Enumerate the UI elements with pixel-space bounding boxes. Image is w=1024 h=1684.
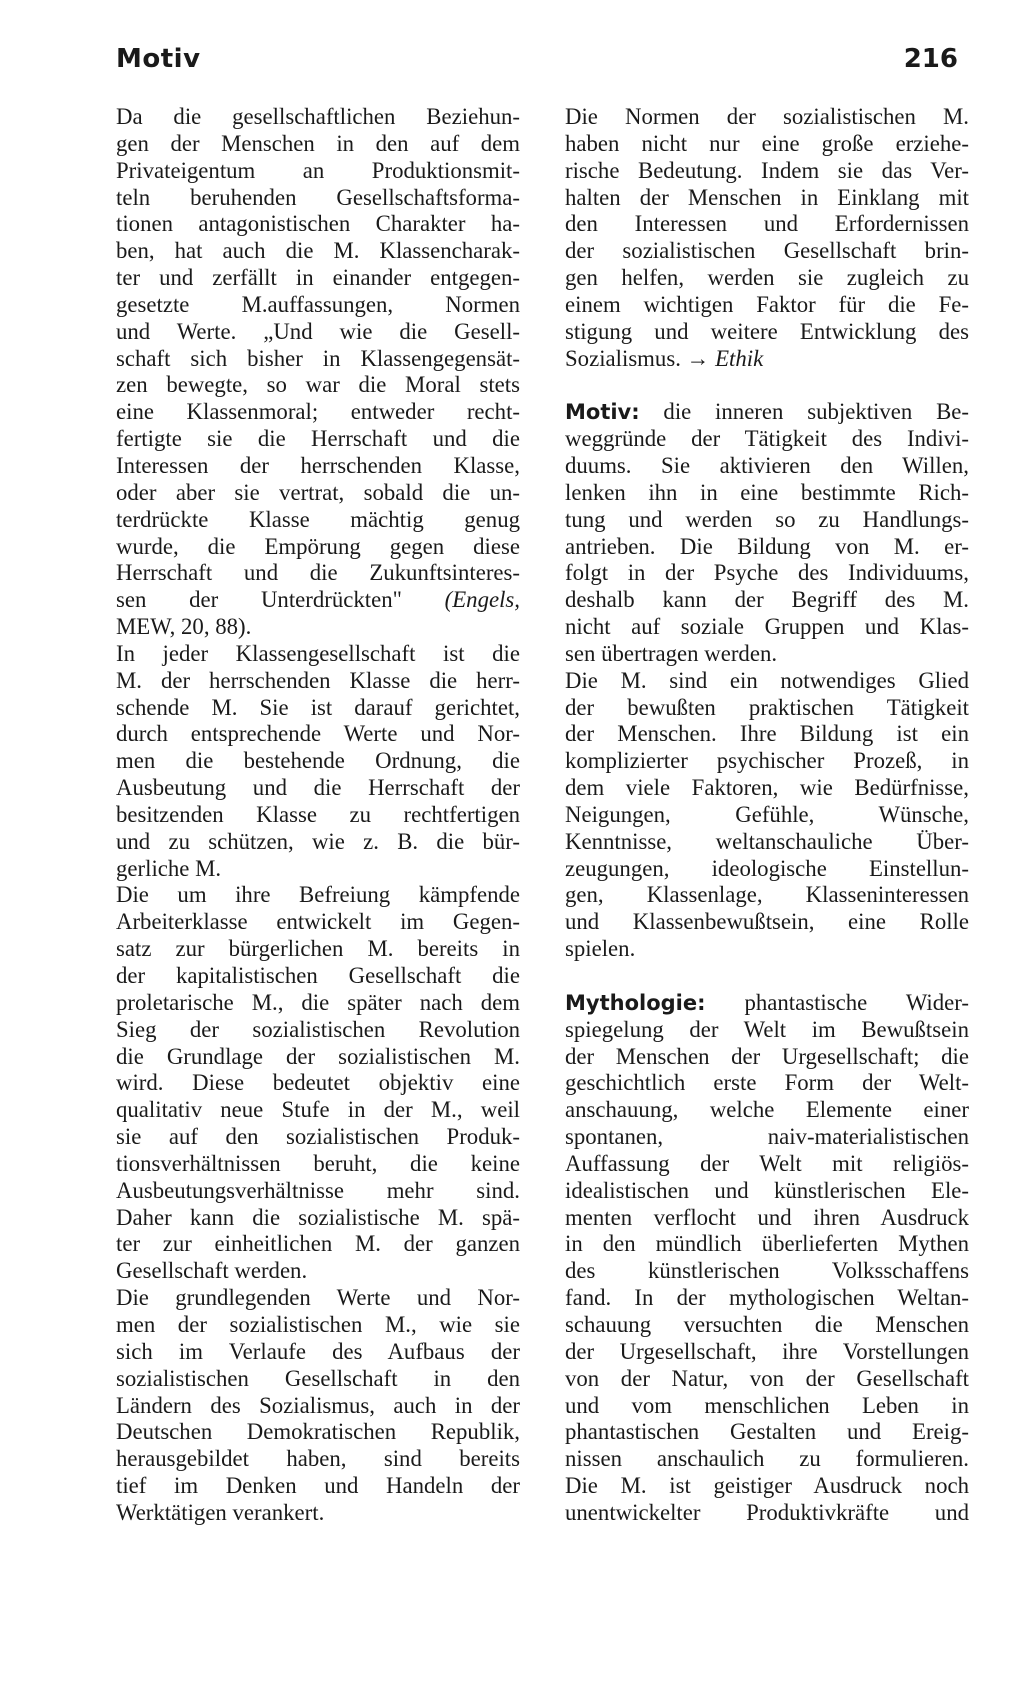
text-line bbox=[116, 1178, 520, 1205]
text-line bbox=[565, 1366, 969, 1393]
entry-term: Mythologie: bbox=[565, 990, 706, 1015]
line-text: In jeder Klassengesellschaft ist die bbox=[116, 640, 520, 666]
text-line bbox=[116, 1124, 520, 1151]
text-line bbox=[116, 1312, 520, 1339]
line-text: von der Natur, von der Gesellschaft bbox=[565, 1365, 969, 1391]
line-text: der Menschen der Urgesellschaft; die bbox=[565, 1043, 969, 1069]
text-line bbox=[565, 238, 969, 265]
line-text: die inneren subjektiven Be- bbox=[639, 399, 969, 425]
line-text: eine Klassenmoral; entweder recht- bbox=[116, 399, 520, 425]
text-line bbox=[565, 990, 969, 1017]
text-line bbox=[116, 963, 520, 990]
text-line bbox=[116, 1366, 520, 1393]
text-line bbox=[565, 1097, 969, 1124]
text-line bbox=[565, 158, 969, 185]
line-text: Arbeiterklasse entwickelt im Gegen- bbox=[116, 909, 520, 935]
line-text: gerliche M. bbox=[116, 855, 222, 881]
line-text: Kenntnisse, weltanschauliche Über- bbox=[565, 828, 969, 854]
line-text: terdrückte Klasse mächtig genug bbox=[116, 506, 520, 532]
text-line bbox=[565, 185, 969, 212]
text-line bbox=[116, 158, 520, 185]
line-text: und Klassenbewußtsein, eine Rolle bbox=[565, 909, 969, 935]
line-text: Da die gesellschaftlichen Beziehun- bbox=[116, 104, 520, 129]
line-text: sen der Unterdrückten" bbox=[116, 587, 445, 613]
line-text: rische Bedeutung. Indem sie das Ver- bbox=[565, 157, 969, 183]
text-line bbox=[565, 829, 969, 856]
line-text: Deutschen Demokratischen Republik, bbox=[116, 1419, 520, 1445]
line-text: der sozialistischen Gesellschaft brin- bbox=[565, 238, 969, 264]
text-line bbox=[116, 453, 520, 480]
text-line bbox=[116, 1500, 520, 1527]
line-text: gen der Menschen in den auf dem bbox=[116, 130, 520, 156]
line-text: unentwickelter Produktivkräfte und bbox=[565, 1499, 969, 1525]
text-line bbox=[565, 292, 969, 319]
text-line bbox=[565, 1151, 969, 1178]
text-line bbox=[116, 1339, 520, 1366]
text-line bbox=[565, 1124, 969, 1151]
text-line bbox=[116, 1285, 520, 1312]
line-text: gesetzte M.auffassungen, Normen bbox=[116, 291, 520, 317]
line-text: oder aber sie vertrat, sobald die un- bbox=[116, 479, 520, 505]
line-text: menten verflocht und ihren Ausdruck bbox=[565, 1204, 969, 1230]
text-line bbox=[116, 1258, 520, 1285]
text-line bbox=[116, 856, 520, 883]
line-text: Ausbeutungsverhältnisse mehr sind. bbox=[116, 1177, 520, 1203]
citation-text: (Engels, bbox=[444, 587, 520, 613]
text-line bbox=[116, 1017, 520, 1044]
text-line bbox=[116, 292, 520, 319]
text-line bbox=[565, 856, 969, 883]
line-text: sen übertragen werden. bbox=[565, 640, 778, 666]
line-text: dem viele Faktoren, wie Bedürfnisse, bbox=[565, 775, 969, 801]
line-text: geschichtlich erste Form der Welt- bbox=[565, 1070, 969, 1096]
text-line bbox=[116, 802, 520, 829]
text-line bbox=[565, 399, 969, 426]
line-text: nicht auf soziale Gruppen und Klas- bbox=[565, 614, 969, 640]
text-line bbox=[116, 534, 520, 561]
text-line bbox=[116, 1231, 520, 1258]
line-text: tung und werden so zu Handlungs- bbox=[565, 506, 969, 532]
text-line bbox=[565, 104, 969, 131]
line-text: Herrschaft und die Zukunftsinteres- bbox=[116, 560, 520, 586]
line-text: in den mündlich überlieferten Mythen bbox=[565, 1231, 969, 1257]
text-line bbox=[565, 1258, 969, 1285]
line-text: phantastischen Gestalten und Ereig- bbox=[565, 1419, 969, 1445]
text-line bbox=[116, 185, 520, 212]
line-text: Ausbeutung und die Herrschaft der bbox=[116, 775, 520, 801]
line-text: satz zur bürgerlichen M. bereits in bbox=[116, 936, 520, 962]
line-text: anschauung, welche Elemente einer bbox=[565, 1097, 969, 1123]
line-text: tief im Denken und Handeln der bbox=[116, 1473, 520, 1499]
text-line bbox=[116, 265, 520, 292]
line-text: proletarische M., die später nach dem bbox=[116, 989, 520, 1015]
text-line bbox=[565, 480, 969, 507]
line-text: die Grundlage der sozialistischen M. bbox=[116, 1043, 520, 1069]
line-text: lenken ihn in eine bestimmte Rich- bbox=[565, 479, 969, 505]
text-line bbox=[565, 1231, 969, 1258]
text-line bbox=[565, 1312, 969, 1339]
line-text: fertigte sie die Herrschaft und die bbox=[116, 426, 520, 452]
text-line bbox=[116, 211, 520, 238]
text-line bbox=[565, 131, 969, 158]
line-text: wird. Diese bedeutet objektiv eine bbox=[116, 1070, 520, 1096]
line-text: Die um ihre Befreiung kämpfende bbox=[116, 882, 520, 908]
line-text: sich im Verlaufe des Aufbaus der bbox=[116, 1338, 520, 1364]
text-line bbox=[116, 695, 520, 722]
line-text: ter und zerfällt in einander entgegen- bbox=[116, 265, 520, 291]
line-text: Die M. sind ein notwendiges Glied bbox=[565, 667, 969, 693]
text-line bbox=[565, 802, 969, 829]
line-text: der bewußten praktischen Tätigkeit bbox=[565, 694, 969, 720]
text-line bbox=[565, 775, 969, 802]
line-text: halten der Menschen in Einklang mit bbox=[565, 184, 969, 210]
text-line bbox=[116, 560, 520, 587]
line-text: und Werte. „Und wie die Gesell- bbox=[116, 318, 520, 344]
line-text: Die M. ist geistiger Ausdruck noch bbox=[565, 1473, 969, 1499]
text-line bbox=[565, 748, 969, 775]
line-text: deshalb kann der Begriff des M. bbox=[565, 587, 969, 613]
line-text: Die grundlegenden Werte und Nor- bbox=[116, 1285, 520, 1311]
line-text: schaft sich bisher in Klassengegensät- bbox=[116, 345, 520, 371]
text-line bbox=[116, 1473, 520, 1500]
text-line bbox=[116, 614, 520, 641]
text-line bbox=[116, 1419, 520, 1446]
text-line bbox=[116, 131, 520, 158]
line-text: weggründe der Tätigkeit des Indivi- bbox=[565, 426, 969, 452]
line-text: ben, hat auch die M. Klassencharak- bbox=[116, 238, 520, 264]
line-text: gen, Klassenlage, Klasseninteressen bbox=[565, 882, 969, 908]
line-text: komplizierter psychischer Prozeß, in bbox=[565, 748, 969, 774]
text-line bbox=[565, 1500, 969, 1527]
line-text: M. der herrschenden Klasse die herr- bbox=[116, 667, 520, 693]
text-line bbox=[116, 721, 520, 748]
line-text: und vom menschlichen Leben in bbox=[565, 1392, 969, 1418]
paragraph-gap bbox=[565, 372, 969, 399]
text-line bbox=[565, 1205, 969, 1232]
text-line bbox=[565, 1393, 969, 1420]
line-text: den Interessen und Erfordernissen bbox=[565, 211, 969, 237]
text-line bbox=[565, 641, 969, 668]
text-line bbox=[116, 1393, 520, 1420]
text-line bbox=[565, 560, 969, 587]
text-line bbox=[116, 587, 520, 614]
text-line bbox=[565, 1419, 969, 1446]
line-text: spontanen, naiv-materialistischen bbox=[565, 1124, 969, 1150]
text-line bbox=[565, 721, 969, 748]
line-text: duums. Sie aktivieren den Willen, bbox=[565, 452, 969, 478]
line-text: schauung versuchten die Menschen bbox=[565, 1311, 969, 1337]
text-line bbox=[116, 346, 520, 373]
line-text: Auffassung der Welt mit religiös- bbox=[565, 1150, 969, 1176]
text-line bbox=[565, 265, 969, 292]
text-line bbox=[116, 1044, 520, 1071]
text-line bbox=[565, 936, 969, 963]
text-line bbox=[116, 372, 520, 399]
line-text: und zu schützen, wie z. B. die bür- bbox=[116, 828, 520, 854]
line-text: idealistischen und künstlerischen Ele- bbox=[565, 1177, 969, 1203]
line-text: spielen. bbox=[565, 936, 636, 962]
line-text: herausgebildet haben, sind bereits bbox=[116, 1446, 520, 1472]
right-text-column bbox=[565, 104, 969, 1527]
text-line bbox=[565, 1017, 969, 1044]
line-text: sozialistischen Gesellschaft in den bbox=[116, 1365, 520, 1391]
text-line bbox=[116, 238, 520, 265]
cross-reference-link[interactable]: Ethik bbox=[715, 345, 764, 371]
text-line bbox=[116, 748, 520, 775]
text-line bbox=[565, 507, 969, 534]
line-text: einem wichtigen Faktor für die Fe- bbox=[565, 291, 969, 317]
line-text: schende M. Sie ist darauf gerichtet, bbox=[116, 694, 520, 720]
line-text: phantastische Wider- bbox=[705, 989, 969, 1015]
left-text-column bbox=[116, 104, 520, 1527]
text-line bbox=[116, 882, 520, 909]
line-text: tionsverhältnissen beruht, die keine bbox=[116, 1150, 520, 1176]
line-text: qualitativ neue Stufe in der M., weil bbox=[116, 1097, 520, 1123]
line-text: nissen anschaulich zu formulieren. bbox=[565, 1446, 969, 1472]
line-text: besitzenden Klasse zu rechtfertigen bbox=[116, 801, 520, 827]
text-line bbox=[116, 936, 520, 963]
text-line bbox=[116, 426, 520, 453]
line-text: Sieg der sozialistischen Revolution bbox=[116, 1016, 520, 1042]
text-line bbox=[565, 1178, 969, 1205]
line-text: tionen antagonistischen Charakter ha- bbox=[116, 211, 520, 237]
line-text: ter zur einheitlichen M. der ganzen bbox=[116, 1231, 520, 1257]
text-line bbox=[565, 534, 969, 561]
line-text: des künstlerischen Volksschaffens bbox=[565, 1258, 969, 1284]
line-text: men der sozialistischen M., wie sie bbox=[116, 1311, 520, 1337]
line-text: sie auf den sozialistischen Produk- bbox=[116, 1124, 520, 1150]
text-line bbox=[565, 1446, 969, 1473]
text-line bbox=[116, 480, 520, 507]
text-line bbox=[565, 1044, 969, 1071]
line-text: folgt in der Psyche des Individuums, bbox=[565, 560, 969, 586]
text-line bbox=[565, 614, 969, 641]
line-text: fand. In der mythologischen Weltan- bbox=[565, 1285, 969, 1311]
line-text: zeugungen, ideologische Einstellun- bbox=[565, 855, 969, 881]
text-line bbox=[116, 1070, 520, 1097]
text-line bbox=[116, 641, 520, 668]
text-line bbox=[116, 399, 520, 426]
line-text: Daher kann die sozialistische M. spä- bbox=[116, 1204, 520, 1230]
text-line bbox=[565, 211, 969, 238]
text-line bbox=[116, 1151, 520, 1178]
text-line bbox=[116, 319, 520, 346]
line-text: spiegelung der Welt im Bewußtsein bbox=[565, 1016, 969, 1042]
line-text: durch entsprechende Werte und Nor- bbox=[116, 721, 520, 747]
line-text: gen helfen, werden sie zugleich zu bbox=[565, 265, 969, 291]
text-line bbox=[565, 426, 969, 453]
text-line bbox=[565, 319, 969, 346]
line-text: Privateigentum an Produktionsmit- bbox=[116, 157, 520, 183]
paragraph-gap bbox=[565, 963, 969, 990]
line-text: Neigungen, Gefühle, Wünsche, bbox=[565, 801, 969, 827]
line-text: der Urgesellschaft, ihre Vorstellungen bbox=[565, 1338, 969, 1364]
text-line bbox=[116, 1205, 520, 1232]
entry-term: Motiv: bbox=[565, 400, 640, 425]
text-line bbox=[116, 990, 520, 1017]
line-text: Interessen der herrschenden Klasse, bbox=[116, 452, 520, 478]
text-line bbox=[565, 587, 969, 614]
line-text: der kapitalistischen Gesellschaft die bbox=[116, 963, 520, 988]
line-text: men die bestehende Ordnung, die bbox=[116, 748, 520, 774]
line-text: zen bewegte, so war die Moral stets bbox=[116, 372, 520, 398]
text-line bbox=[116, 909, 520, 936]
line-text: MEW, 20, 88). bbox=[116, 614, 252, 640]
line-text: Ländern des Sozialismus, auch in der bbox=[116, 1392, 520, 1418]
line-text: stigung und weitere Entwicklung des bbox=[565, 318, 969, 344]
line-text: antrieben. Die Bildung von M. er- bbox=[565, 533, 969, 559]
text-line bbox=[116, 1446, 520, 1473]
line-text: teln beruhenden Gesellschaftsforma- bbox=[116, 184, 520, 210]
text-line bbox=[116, 104, 520, 131]
text-line bbox=[116, 829, 520, 856]
text-line bbox=[565, 1285, 969, 1312]
text-line bbox=[116, 507, 520, 534]
text-line bbox=[565, 346, 969, 373]
line-text: haben nicht nur eine große erziehe- bbox=[565, 130, 969, 156]
line-text: Gesellschaft werden. bbox=[116, 1258, 308, 1284]
text-line bbox=[565, 909, 969, 936]
running-head-keyword: Motiv bbox=[116, 44, 201, 74]
text-line bbox=[565, 882, 969, 909]
text-line bbox=[116, 668, 520, 695]
text-line bbox=[565, 695, 969, 722]
text-line bbox=[565, 1070, 969, 1097]
line-text: Werktätigen verankert. bbox=[116, 1499, 325, 1525]
line-text: Sozialismus. → bbox=[565, 345, 716, 371]
text-line bbox=[116, 775, 520, 802]
line-text: der Menschen. Ihre Bildung ist ein bbox=[565, 721, 969, 747]
text-line bbox=[565, 668, 969, 695]
text-line bbox=[116, 1097, 520, 1124]
text-line bbox=[565, 1339, 969, 1366]
line-text: Die Normen der sozialistischen M. bbox=[565, 104, 969, 129]
page-number: 216 bbox=[903, 44, 958, 74]
text-line bbox=[565, 453, 969, 480]
line-text: wurde, die Empörung gegen diese bbox=[116, 533, 520, 559]
text-line bbox=[565, 1473, 969, 1500]
